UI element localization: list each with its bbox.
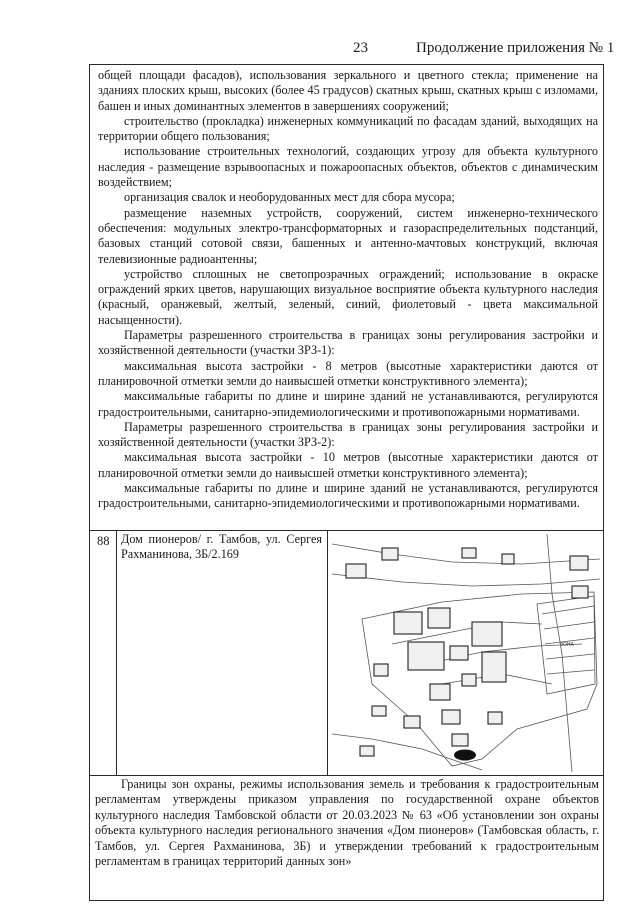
paragraph: устройство сплошных не светопрозрачных ограждений; использование в окраске ограждений ярких цветов, нарушающих визуальное восприятие объекта культурного наследия (красный, оранжевый, желтый, зеленый, синий, фиолетовый - цвета максимальной насыщенности). xyxy=(98,266,598,327)
legal-basis-cell xyxy=(90,777,603,899)
paragraph: максимальная высота застройки - 8 метров (высотные характеристики даются от планировочной отметки земли до наивысшей отметки конструктивного элемента); xyxy=(98,358,598,388)
document-table xyxy=(89,64,604,901)
paragraph: Параметры разрешенного строительства в границах зоны регулирования застройки и хозяйственной деятельности (участки ЗРЗ-2): xyxy=(98,419,598,450)
site-plan-drawing xyxy=(332,534,600,772)
row-number: 88 xyxy=(97,534,110,548)
column-divider xyxy=(327,530,328,775)
row-divider xyxy=(90,530,603,531)
paragraph: строительство (прокладка) инженерных коммуникаций по фасадам зданий, выходящих на территории общего пользования; xyxy=(98,113,598,144)
paragraph: максимальные габариты по длине и ширине зданий не устанавливаются, регулируются градостроительными, санитарно-эпидемиологическими и противопожарными нормативами. xyxy=(98,389,598,419)
legal-basis-text: Границы зон охраны, режимы использования земель и требования к градостроительным регламентам утверждены приказом управления по государственной охране объектов культурного наследия Тамбовской области от 20.03.2023 № 63 «Об установлении зон охраны объекта культурного наследия регионального значения «Дом пионеров» (Тамбовская область, г. Тамбов, ул. Сергея Рахманинова, 3Б) и утверждении требований к градостроительным регламентам в границах территорий данных зон» xyxy=(95,777,599,869)
paragraph: размещение наземных устройств, сооружений, систем инженерно-технического обеспечения: модульных электро-трансформаторных и газораспределительных подстанций, базовых станций сотовой связи, башенных и антенно-мачтовых конструкций, включая телевизионные радиоантенны; xyxy=(98,205,598,266)
paragraph: использование строительных технологий, создающих угрозу для объекта культурного наследия - размещение взрывоопасных и пожароопасных объектов, объектов с динамическим воздействием; xyxy=(98,144,598,190)
paragraph: максимальная высота застройки - 10 метров (высотные характеристики даются от планировочной отметки земли до наивысшей отметки конструктивного элемента); xyxy=(98,450,598,480)
restrictions-cell xyxy=(90,65,603,530)
appendix-title: Продолжение приложения № 1 xyxy=(416,40,615,56)
zone-label: ЗОНА xyxy=(560,642,574,648)
object-name: Дом пионеров/ г. Тамбов, ул. Сергея Рахманинова, 3Б/2.169 xyxy=(121,532,322,562)
site-plan-map xyxy=(332,534,600,772)
row-divider xyxy=(90,775,603,776)
paragraph: Параметры разрешенного строительства в границах зоны регулирования застройки и хозяйственной деятельности (участки ЗРЗ-1): xyxy=(98,328,598,358)
column-divider xyxy=(116,530,117,775)
paragraph: общей площади фасадов), использования зеркального и цветного стекла; применение на зданиях плоских крыш, высоких (более 45 градусов) скатных крыш, скатных крыш с изломами, башен и иных доминантных элементов в завершениях сооружений; xyxy=(98,68,598,113)
paragraph: максимальные габариты по длине и ширине зданий не устанавливаются, регулируются градостроительными, санитарно-эпидемиологическими и противопожарными нормативами. xyxy=(98,481,598,511)
page-number: 23 xyxy=(353,40,368,56)
object-marker xyxy=(454,750,476,761)
paragraph: организация свалок и необорудованных мест для сбора мусора; xyxy=(124,190,455,205)
